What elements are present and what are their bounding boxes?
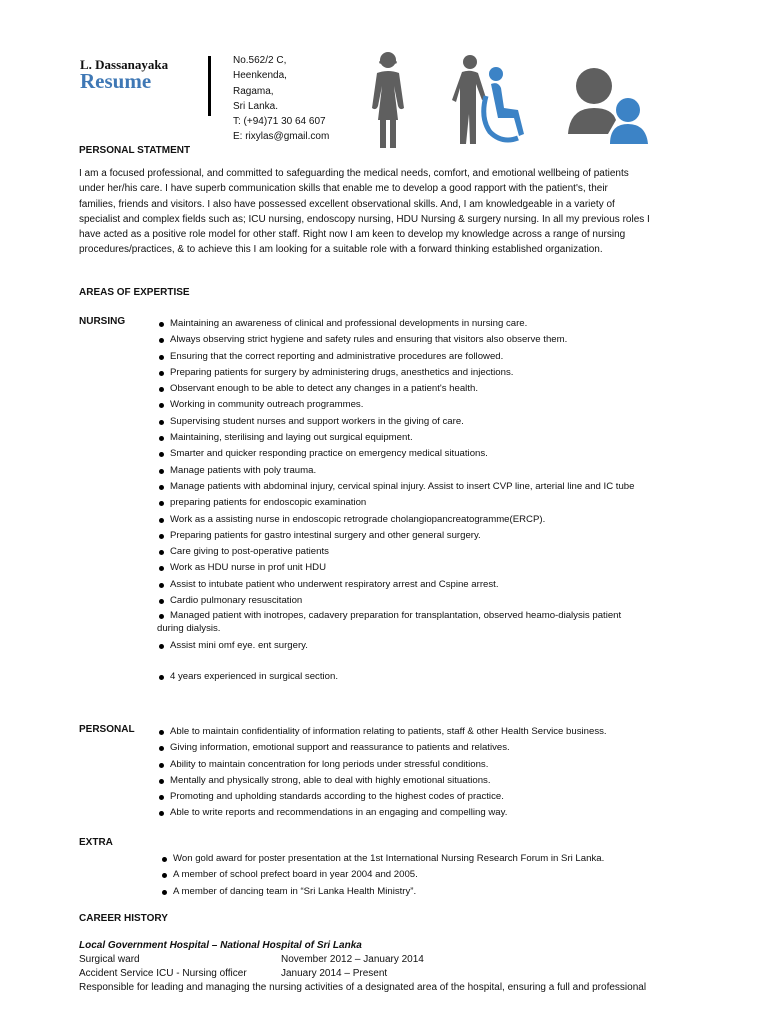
address-line: Ragama, [233, 85, 274, 97]
list-item: Maintaining an awareness of clinical and professional developments in nursing care. [157, 316, 697, 332]
candidate-name: L. Dassanayaka [80, 57, 169, 72]
statement-line: families, friends and visitors. I also have possessed excellent observational skills. And, I am knowledgeable in a variety of [79, 198, 615, 210]
role-dates: January 2014 – Present [281, 968, 388, 979]
statement-line: under her/his care. I have superb communication skills that enable me to develop a good rapport with the patient's, their [79, 183, 608, 195]
address-line: No.562/2 C, [233, 55, 287, 66]
nursing-label: NURSING [79, 316, 126, 327]
expertise-heading: AREAS OF EXPERTISE [79, 287, 190, 298]
list-item: Cardio pulmonary resuscitation [157, 593, 697, 609]
list-item: Work as HDU nurse in prof unit HDU [157, 560, 697, 576]
nursing-list [157, 316, 697, 685]
extra-list [160, 851, 604, 900]
statement-text [79, 166, 709, 258]
statement-line: have acted as a positive role model for other staff. Right now I am keen to develop my knowledge across a range of nursing [79, 229, 626, 241]
nurse-icon [372, 52, 404, 148]
list-item: Working in community outreach programmes. [157, 397, 697, 413]
list-item: Always observing strict hygiene and safety rules and ensuring that visitors also observe them. [157, 332, 697, 348]
header-icons [358, 48, 658, 152]
list-item: Smarter and quicker responding practice on emergency medical situations. [157, 446, 697, 462]
list-item-text: Managed patient with inotropes, cadavery preparation for transplantation, observed heamo-dialysis patient [170, 610, 622, 622]
list-item: Preparing patients for gastro intestinal surgery and other general surgery. [157, 528, 697, 544]
list-item: preparing patients for endoscopic examination [157, 495, 697, 511]
address-line: Sri Lanka. [233, 100, 279, 112]
list-item: Observant enough to be able to detect any changes in a patient's health. [157, 381, 697, 397]
list-item [157, 609, 697, 635]
list-item: Work as a assisting nurse in endoscopic retrograde cholangiopancreatogramme(ERCP). [157, 512, 697, 528]
list-item: Preparing patients for surgery by administering drugs, anesthetics and injections. [157, 365, 697, 381]
personal-label: PERSONAL [79, 724, 135, 735]
extra-label: EXTRA [79, 837, 113, 848]
list-item: Able to maintain confidentiality of information relating to patients, staff & other Health Service business. [157, 724, 607, 740]
list-item: Manage patients with poly trauma. [157, 463, 697, 479]
list-item: Manage patients with abdominal injury, cervical spinal injury. Assist to insert CVP line, arterial line and IC tube [157, 479, 697, 495]
list-item: Assist mini omf eye. ent surgery. [157, 638, 697, 654]
role-title: Accident Service ICU - Nursing officer [79, 968, 247, 979]
list-item-text: during dialysis. [157, 623, 221, 635]
employer-name: Local Government Hospital – National Hospital of Sri Lanka [79, 940, 362, 951]
personal-list [157, 724, 607, 822]
list-item: Supervising student nurses and support workers in the giving of care. [157, 414, 697, 430]
list-item: Care giving to post-operative patients [157, 544, 697, 560]
caregiver-wheelchair-icon [452, 55, 524, 144]
list-item: A member of dancing team in “Sri Lanka Health Ministry”. [160, 884, 604, 900]
phone-line: T: (+94)71 30 64 607 [233, 116, 326, 128]
list-item: Able to write reports and recommendations in an engaging and compelling way. [157, 805, 607, 821]
email-line: E: rixylas@gmail.com [233, 131, 330, 143]
list-item: Ensuring that the correct reporting and administrative procedures are followed. [157, 349, 697, 365]
header-divider [208, 56, 211, 116]
role-dates: November 2012 – January 2014 [281, 954, 424, 965]
statement-heading: PERSONAL STATMENT [79, 145, 191, 156]
list-item: Promoting and upholding standards according to the highest codes of practice. [157, 789, 607, 805]
list-item: 4 years experienced in surgical section. [157, 669, 697, 685]
statement-line: I am a focused professional, and committed to safeguarding the medical needs, comfort, and emotional wellbeing of patients [79, 168, 629, 179]
statement-line: procedures/practices, & to achieve this I am looking for a suitable role with a forward thinking established organization. [79, 244, 603, 256]
statement-line: specialist and complex fields such as; ICU nursing, endoscopy nursing, HDU Nursing & surgery nursing. In all my previous roles I [79, 213, 650, 225]
list-item: A member of school prefect board in year 2004 and 2005. [160, 867, 604, 883]
list-item: Ability to maintain concentration for long periods under stressful conditions. [157, 757, 607, 773]
patient-consult-icon [568, 68, 648, 144]
list-item: Mentally and physically strong, able to deal with highly emotional situations. [157, 773, 607, 789]
role-title: Surgical ward [79, 954, 140, 965]
list-item: Won gold award for poster presentation at the 1st International Nursing Research Forum in Sri Lanka. [160, 851, 604, 867]
list-item: Maintaining, sterilising and laying out surgical equipment. [157, 430, 697, 446]
career-heading: CAREER HISTORY [79, 913, 168, 924]
address-line: Heenkenda, [233, 70, 287, 82]
resume-title: Resume [80, 69, 152, 93]
list-item: Assist to intubate patient who underwent respiratory arrest and Cspine arrest. [157, 577, 697, 593]
contact-block [233, 53, 329, 145]
list-item: Giving information, emotional support and reassurance to patients and relatives. [157, 740, 607, 756]
role-summary: Responsible for leading and managing the nursing activities of a designated area of the hospital, ensuring a full and professional [79, 982, 647, 993]
